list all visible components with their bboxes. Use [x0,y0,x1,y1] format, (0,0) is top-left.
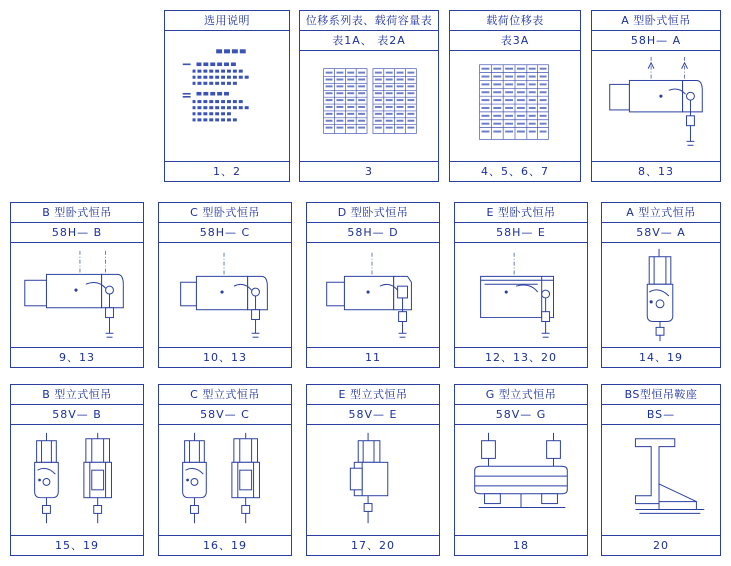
card-b-horizontal[interactable] [10,202,144,368]
card-figure-vertical-b [11,425,143,535]
card-figure-one-table [450,51,580,161]
card-a-horizontal[interactable] [591,10,721,182]
card-header: C 型卧式恒吊 [159,203,291,223]
card-footer: 15、19 [11,535,143,555]
card-e-horizontal[interactable] [454,202,588,368]
card-a-vertical[interactable] [601,202,721,368]
card-c-vertical[interactable] [158,384,292,556]
card-footer: 14、19 [602,347,720,367]
card-subheader: BS— [602,405,720,425]
card-footer: 8、13 [592,161,720,181]
card-header: E 型卧式恒吊 [455,203,587,223]
card-header: E 型立式恒吊 [307,385,439,405]
card-subheader: 58H— E [455,223,587,243]
card-footer: 11 [307,347,439,367]
card-figure-vertical-a [602,243,720,347]
card-subheader: 58H— B [11,223,143,243]
card-header: D 型卧式恒吊 [307,203,439,223]
card-figure-horizontal-d [307,243,439,347]
card-subheader: 58H— A [592,31,720,51]
card-tables-1a-2a[interactable] [299,10,439,182]
card-subheader: 58V— G [455,405,587,425]
card-header: A 型卧式恒吊 [592,11,720,31]
table-3a-figure [450,51,580,161]
card-subheader: 表3A [450,31,580,51]
card-table-3a[interactable] [449,10,581,182]
card-figure-vertical-g [455,425,587,535]
card-header: B 型卧式恒吊 [11,203,143,223]
horizontal-a-figure [592,51,720,161]
card-figure-vertical-e [307,425,439,535]
card-subheader: 表1A、 表2A [300,31,438,51]
card-footer: 17、20 [307,535,439,555]
card-figure-saddle [602,425,720,535]
vertical-c-figure [159,425,291,535]
card-figure-horizontal-e [455,243,587,347]
vertical-b-figure [11,425,143,535]
horizontal-c-figure [159,243,291,347]
card-subheader: 58H— C [159,223,291,243]
vertical-a-figure [602,243,720,347]
card-figure-vertical-c [159,425,291,535]
card-figure-horizontal-b [11,243,143,347]
card-header: BS型恒吊鞍座 [602,385,720,405]
card-footer: 3 [300,161,438,181]
card-header: 位移系列表、载荷容量表 [300,11,438,31]
card-figure-horizontal-c [159,243,291,347]
card-subheader: 58V— E [307,405,439,425]
card-subheader: 58V— C [159,405,291,425]
card-d-horizontal[interactable] [306,202,440,368]
card-footer: 20 [602,535,720,555]
card-b-vertical[interactable] [10,384,144,556]
card-header: 选用说明 [165,11,289,31]
vertical-g-figure [455,425,587,535]
saddle-figure [602,425,720,535]
horizontal-e-figure [455,243,587,347]
intro-text-figure [165,31,289,161]
card-g-vertical[interactable] [454,384,588,556]
card-footer: 18 [455,535,587,555]
vertical-e-figure [307,425,439,535]
card-subheader: 58V— A [602,223,720,243]
horizontal-d-figure [307,243,439,347]
card-footer: 1、2 [165,161,289,181]
card-figure-text-block [165,31,289,161]
card-header: C 型立式恒吊 [159,385,291,405]
card-header: 载荷位移表 [450,11,580,31]
card-footer: 9、13 [11,347,143,367]
card-header: A 型立式恒吊 [602,203,720,223]
card-header: B 型立式恒吊 [11,385,143,405]
card-bs-saddle[interactable] [601,384,721,556]
card-figure-two-tables [300,51,438,161]
card-header: G 型立式恒吊 [455,385,587,405]
horizontal-b-figure [11,243,143,347]
card-intro[interactable] [164,10,290,182]
card-e-vertical[interactable] [306,384,440,556]
card-footer: 4、5、6、7 [450,161,580,181]
card-footer: 16、19 [159,535,291,555]
card-figure-horizontal-a [592,51,720,161]
card-footer: 10、13 [159,347,291,367]
card-subheader: 58H— D [307,223,439,243]
card-subheader: 58V— B [11,405,143,425]
card-footer: 12、13、20 [455,347,587,367]
tables-figure [300,51,438,161]
card-c-horizontal[interactable] [158,202,292,368]
